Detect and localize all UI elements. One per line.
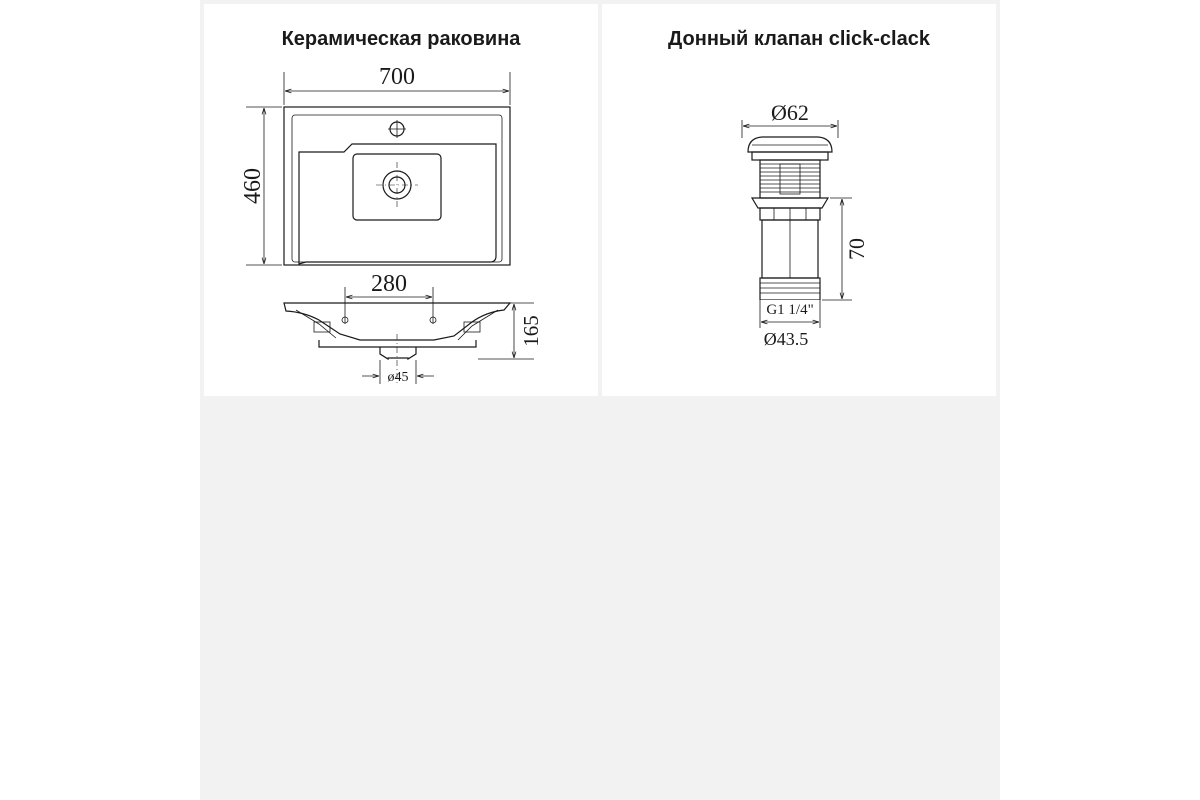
cap-diameter-dimension: [742, 100, 838, 138]
valve-body: [748, 137, 832, 300]
sink-top-view: [284, 107, 510, 265]
drain-diameter-dimension: [362, 360, 434, 385]
valve-title: Донный клапан click-clack: [668, 28, 930, 50]
depth-label: 460: [240, 168, 266, 204]
valve-panel: [602, 4, 996, 396]
sink-panel: [204, 4, 598, 396]
body-diameter-label: Ø43.5: [763, 329, 809, 349]
basin-outline: [299, 144, 496, 264]
valve-cap: [748, 137, 832, 152]
sink-drawing: [204, 4, 598, 396]
length-label: 70: [844, 238, 869, 260]
width-label: 700: [379, 64, 415, 90]
depth-dimension: [240, 107, 282, 265]
drain-stub: [380, 347, 416, 359]
thread-dimension: [758, 300, 822, 328]
sink-title: Керамическая раковина: [281, 28, 521, 50]
length-dimension: [822, 198, 869, 300]
valve-drawing: [602, 4, 996, 396]
cap-diameter-label: Ø62: [771, 100, 809, 125]
height-label: 165: [519, 315, 543, 347]
drain-diameter-label: ø45: [387, 370, 409, 385]
thread-label: G1 1/4": [766, 302, 814, 318]
valve-flange: [752, 198, 828, 208]
spacing-dimension: [345, 271, 433, 318]
spacing-label: 280: [371, 271, 407, 297]
height-dimension: [478, 303, 543, 359]
image-canvas: [200, 0, 1000, 800]
width-dimension: [284, 64, 510, 105]
